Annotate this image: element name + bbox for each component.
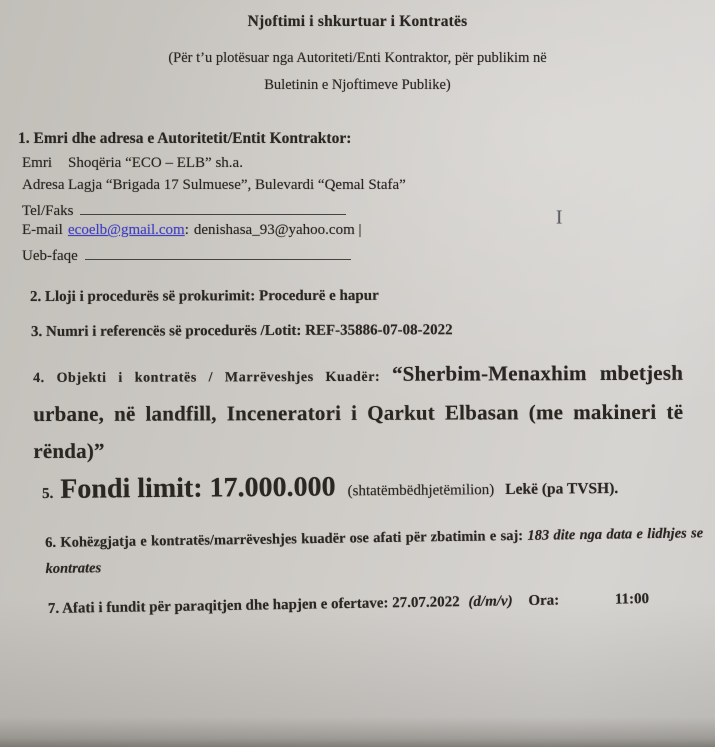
fund-limit-currency: Lekë (pa TVSH). <box>505 479 619 498</box>
section-authority-heading: 1. Emri dhe adresa e Autoritetit/Entit Kontraktor: <box>18 130 352 147</box>
section-procedure-type: 2. Lloji i procedurës së prokurimit: Procedurë e hapur <box>29 287 379 305</box>
telfaks-blank-line <box>80 200 346 215</box>
uebfaqe-label: Ueb-faqe <box>22 247 78 264</box>
email-value: denishasa_93@yahoo.com | <box>193 222 362 239</box>
adresa-label: Adresa <box>22 177 65 194</box>
deadline-time-value: 11:00 <box>614 591 650 608</box>
section-contract-object <box>33 356 683 472</box>
field-row-email <box>22 222 618 244</box>
telfaks-label: Tel/Faks <box>22 202 74 219</box>
deadline-date-format-hint: (d/m/v) <box>468 593 513 611</box>
email-link[interactable]: ecoelb@gmail.com <box>68 222 185 239</box>
section-contract-duration <box>45 521 704 582</box>
fund-limit-amount-words: (shtatëmbëdhjetëmilion) <box>347 482 495 500</box>
fund-limit-amount: Fondi limit: 17.000.000 <box>60 471 336 505</box>
text-cursor-icon: I <box>556 206 563 229</box>
deadline-date: 27.07.2022 <box>392 594 460 612</box>
contract-object-label: 4. Objekti i kontratës / Marrëveshjes Kuadër: <box>33 369 381 386</box>
contract-duration-value: 183 dite nga data e lidhjes se kontrates <box>45 525 704 577</box>
field-row-adresa <box>22 177 618 199</box>
email-separator: : <box>184 222 189 239</box>
authority-fields <box>22 155 618 267</box>
document-subtitle-line1: (Për t’u plotësuar nga Autoriteti/Enti Kontraktor, për publikim në <box>168 50 547 66</box>
field-row-emri <box>22 155 618 177</box>
section-authority-info <box>18 130 618 267</box>
fund-limit-number: 5. <box>41 485 54 502</box>
contract-duration-label: 6. Kohëzgjatja e kontratës/marrëveshjes kuadër ose afati për zbatimin e saj: <box>45 527 524 551</box>
uebfaqe-blank-line <box>85 245 351 260</box>
deadline-label: 7. Afati i fundit për paraqitjen dhe hapjen e ofertave: <box>47 595 389 617</box>
section-fund-limit <box>42 469 618 506</box>
document-subtitle-line2: Buletinin e Njoftimeve Publike) <box>264 77 451 93</box>
email-label: E-mail <box>22 222 63 239</box>
deadline-time-label: Ora: <box>528 592 560 610</box>
adresa-value: Lagja “Brigada 17 Sulmuese”, Bulevardi “Qemal Stafa” <box>68 177 406 194</box>
contract-object-value: “Sherbim-Menaxhim mbetjesh urbane, në landfill, Inceneratori i Qarkut Elbasan (me makineri të rënda)” <box>33 360 684 463</box>
field-row-telfaks <box>22 200 618 222</box>
emri-value: Shoqëria “ECO – ELB” sh.a. <box>68 155 243 171</box>
section-reference-number: 3. Numri i referencës së procedurës /Lotit: REF-35886-07-08-2022 <box>30 322 453 340</box>
document-title: Njoftimi i shkurtuar i Kontratës <box>247 13 468 30</box>
emri-label: Emri <box>22 155 52 171</box>
field-row-uebfaqe <box>22 245 618 267</box>
section-deadline <box>48 591 649 618</box>
